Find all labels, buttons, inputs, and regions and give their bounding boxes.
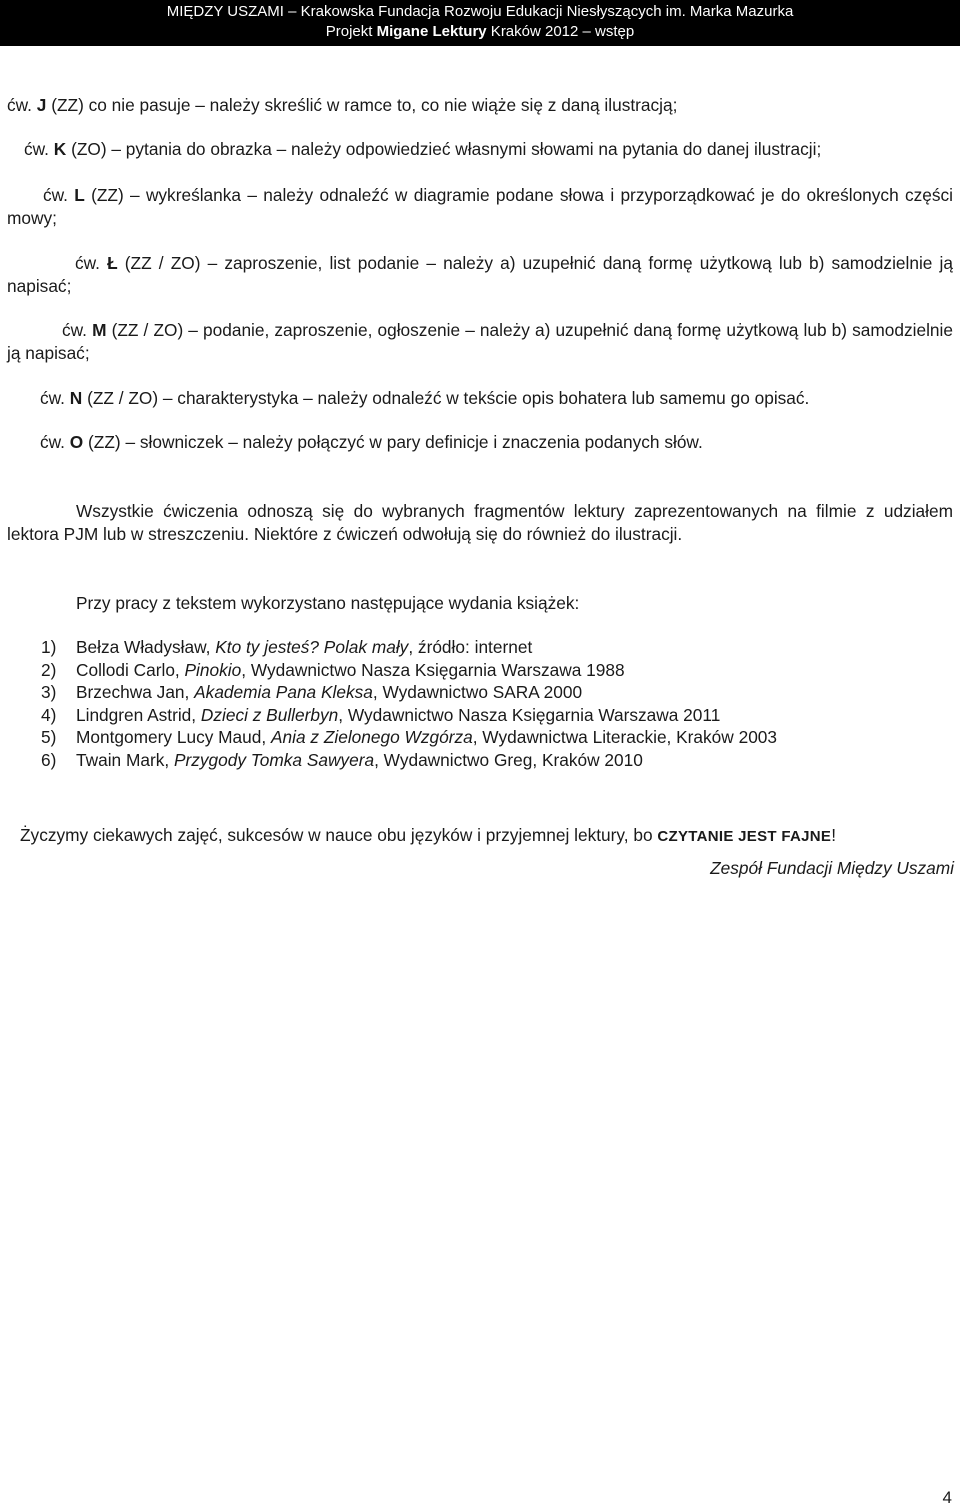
list-item: 2) Collodi Carlo, Pinokio, Wydawnictwo Nasza Księgarnia Warszawa 1988 — [41, 659, 625, 680]
page-number: 4 — [942, 1488, 952, 1507]
header-project: Projekt Migane Lektury Kraków 2012 – wstęp — [325, 23, 635, 40]
sources-list — [41, 636, 941, 772]
exercise-k: ćw. K (ZO) – pytania do obrazka – należy odpowiedzieć własnymi słowami na pytania do danej ilustracji; — [24, 139, 822, 159]
page-header — [0, 0, 960, 46]
list-item: 3) Brzechwa Jan, Akademia Pana Kleksa, Wydawnictwo SARA 2000 — [41, 682, 583, 703]
exercise-o: ćw. O (ZZ) – słowniczek – należy połączyć w pary definicje i znaczenia podanych słów. — [40, 432, 703, 452]
list-item: 6) Twain Mark, Przygody Tomka Sawyera, Wydawnictwo Greg, Kraków 2010 — [41, 749, 643, 770]
exercise-m: ćw. M (ZZ / ZO) – podanie, zaproszenie, ogłoszenie – należy a) uzupełnić daną formę użytkową lub b) samodzielnie ją napisać; — [7, 320, 953, 363]
exercises-note-paragraph: Wszystkie ćwiczenia odnoszą się do wybranych fragmentów lektury zaprezentowanych na filmie z udziałem lektora PJM lub w streszczeniu. Niektóre z ćwiczeń odwołują się do również do ilustracji. — [7, 501, 953, 544]
signature: Zespół Fundacji Między Uszami — [710, 858, 954, 878]
exercise-l-stroke: ćw. Ł (ZZ / ZO) – zaproszenie, list podanie – należy a) uzupełnić daną formę użytkową lub b) samodzielnie ją napisać; — [7, 253, 953, 296]
exercise-j: ćw. J (ZZ) co nie pasuje – należy skreślić w ramce to, co nie wiąże się z daną ilustracją; — [7, 95, 678, 115]
list-item: 4) Lindgren Astrid, Dzieci z Bullerbyn, Wydawnictwo Nasza Księgarnia Warszawa 2011 — [41, 704, 721, 725]
list-item: 1) Bełza Władysław, Kto ty jesteś? Polak mały, źródło: internet — [41, 637, 533, 657]
closing-wishes: Życzymy ciekawych zajęć, sukcesów w nauce obu języków i przyjemnej lektury, bo CZYTANIE JEST FAJNE! — [20, 825, 837, 845]
exercise-l: ćw. L (ZZ) – wykreślanka – należy odnaleźć w diagramie podane słowa i przyporządkować je do określonych części mowy; — [7, 185, 953, 228]
list-item: 5) Montgomery Lucy Maud, Ania z Zielonego Wzgórza, Wydawnictwa Literackie, Kraków 2003 — [41, 727, 778, 748]
exercise-n: ćw. N (ZZ / ZO) – charakterystyka – należy odnaleźć w tekście opis bohatera lub samemu go opisać. — [40, 388, 810, 408]
header-organization: MIĘDZY USZAMI – Krakowska Fundacja Rozwoju Edukacji Niesłyszących im. Marka Mazurka — [166, 3, 794, 20]
sources-title: Przy pracy z tekstem wykorzystano następujące wydania książek: — [76, 593, 580, 613]
